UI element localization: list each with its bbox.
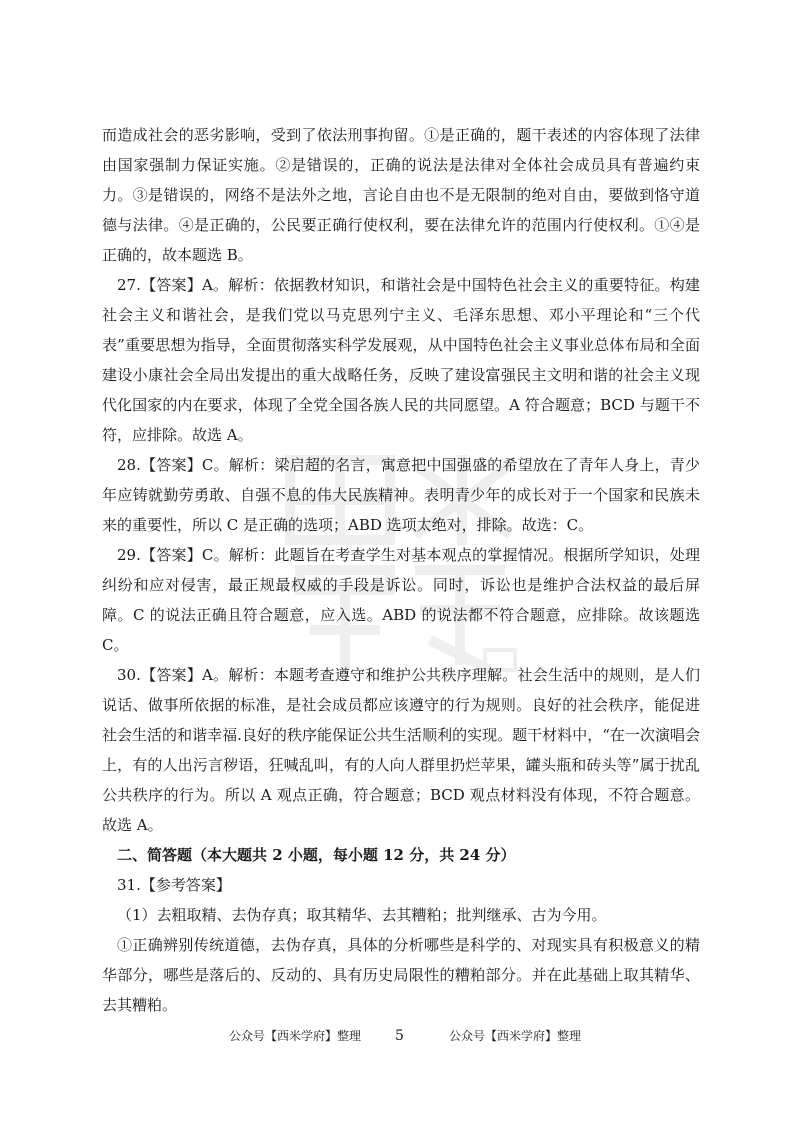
paragraph-31-part-1-detail: ①正确辨别传统道德，去伪存真，具体的分析哪些是科学的、对现实具有积极意义的精华部分，哪些是落后的、反动的、具有历史局限性的糟粕部分。并在此基础上取其精华、去其糟粕。 (102, 936, 700, 1014)
paragraph-31-part-1: （1）去粗取精、去伪存真；取其精华、去其糟粕；批判继承、古为今用。 (117, 906, 607, 924)
document-body (102, 120, 700, 1020)
paragraph-29: 29.【答案】C。解析：此题旨在考查学生对基本观点的掌握情况。根据所学知识，处理纠纷和应对侵害，最正规最权威的手段是诉讼。同时，诉讼也是维护合法权益的最后屏障。C 的说法正确且符合题意，应入选。ABD 的说法都不符合题意，应排除。故该题选 C。 (102, 546, 700, 654)
page-number: 5 (395, 1028, 404, 1044)
paragraph-31-label: 31.【参考答案】 (117, 876, 231, 894)
page-footer (0, 1026, 800, 1046)
paragraph-30: 30.【答案】A。解析：本题考查遵守和维护公共秩序理解。社会生活中的规则，是人们说话、做事所依据的标准，是社会成员都应该遵守的行为规则。良好的社会秩序，能促进社会生活的和谐幸福.良好的秩序能保证公共生活顺利的实现。题干材料中，“在一次演唱会上，有的人出污言秽语，狂喊乱叫，有的人向人群里扔烂苹果，罐头瓶和砖头等”属于扰乱公共秩序的行为。所以 A 观点正确，符合题意；BCD 观点材料没有体现，不符合题意。故选 A。 (102, 666, 700, 834)
section-2-heading: 二、简答题（本大题共 2 小题，每小题 12 分，共 24 分） (117, 846, 516, 864)
paragraph-27: 27.【答案】A。解析：依据教材知识，和谐社会是中国特色社会主义的重要特征。构建社会主义和谐社会，是我们党以马克思列宁主义、毛泽东思想、邓小平理论和“三个代表”重要思想为指导，全面贯彻落实科学发展观，从中国特色社会主义事业总体布局和全面建设小康社会全局出发提出的重大战略任务，反映了建设富强民主文明和谐的社会主义现代化国家的内在要求，体现了全党全国各族人民的共同愿望。A 符合题意；BCD 与题干不符，应排除。故选 A。 (102, 276, 700, 444)
footer-right-credit: 公众号【西米学府】整理 (449, 1029, 582, 1043)
footer-left-credit: 公众号【西米学府】整理 (229, 1029, 362, 1043)
paragraph-26-continuation: 而造成社会的恶劣影响，受到了依法刑事拘留。①是正确的，题干表述的内容体现了法律由国家强制力保证实施。②是错误的，正确的说法是法律对全体社会成员具有普遍约束力。③是错误的，网络不是法外之地，言论自由也不是无限制的绝对自由，要做到恪守道德与法律。④是正确的，公民要正确行使权利，要在法律允许的范围内行使权利。①④是正确的，故本题选 B。 (102, 126, 700, 264)
paragraph-28: 28.【答案】C。解析：梁启超的名言，寓意把中国强盛的希望放在了青年人身上，青少年应铸就勤劳勇敢、自强不息的伟大民族精神。表明青少年的成长对于一个国家和民族未来的重要性，所以 C 是正确的选项；ABD 选项太绝对，排除。故选：C。 (102, 456, 700, 534)
